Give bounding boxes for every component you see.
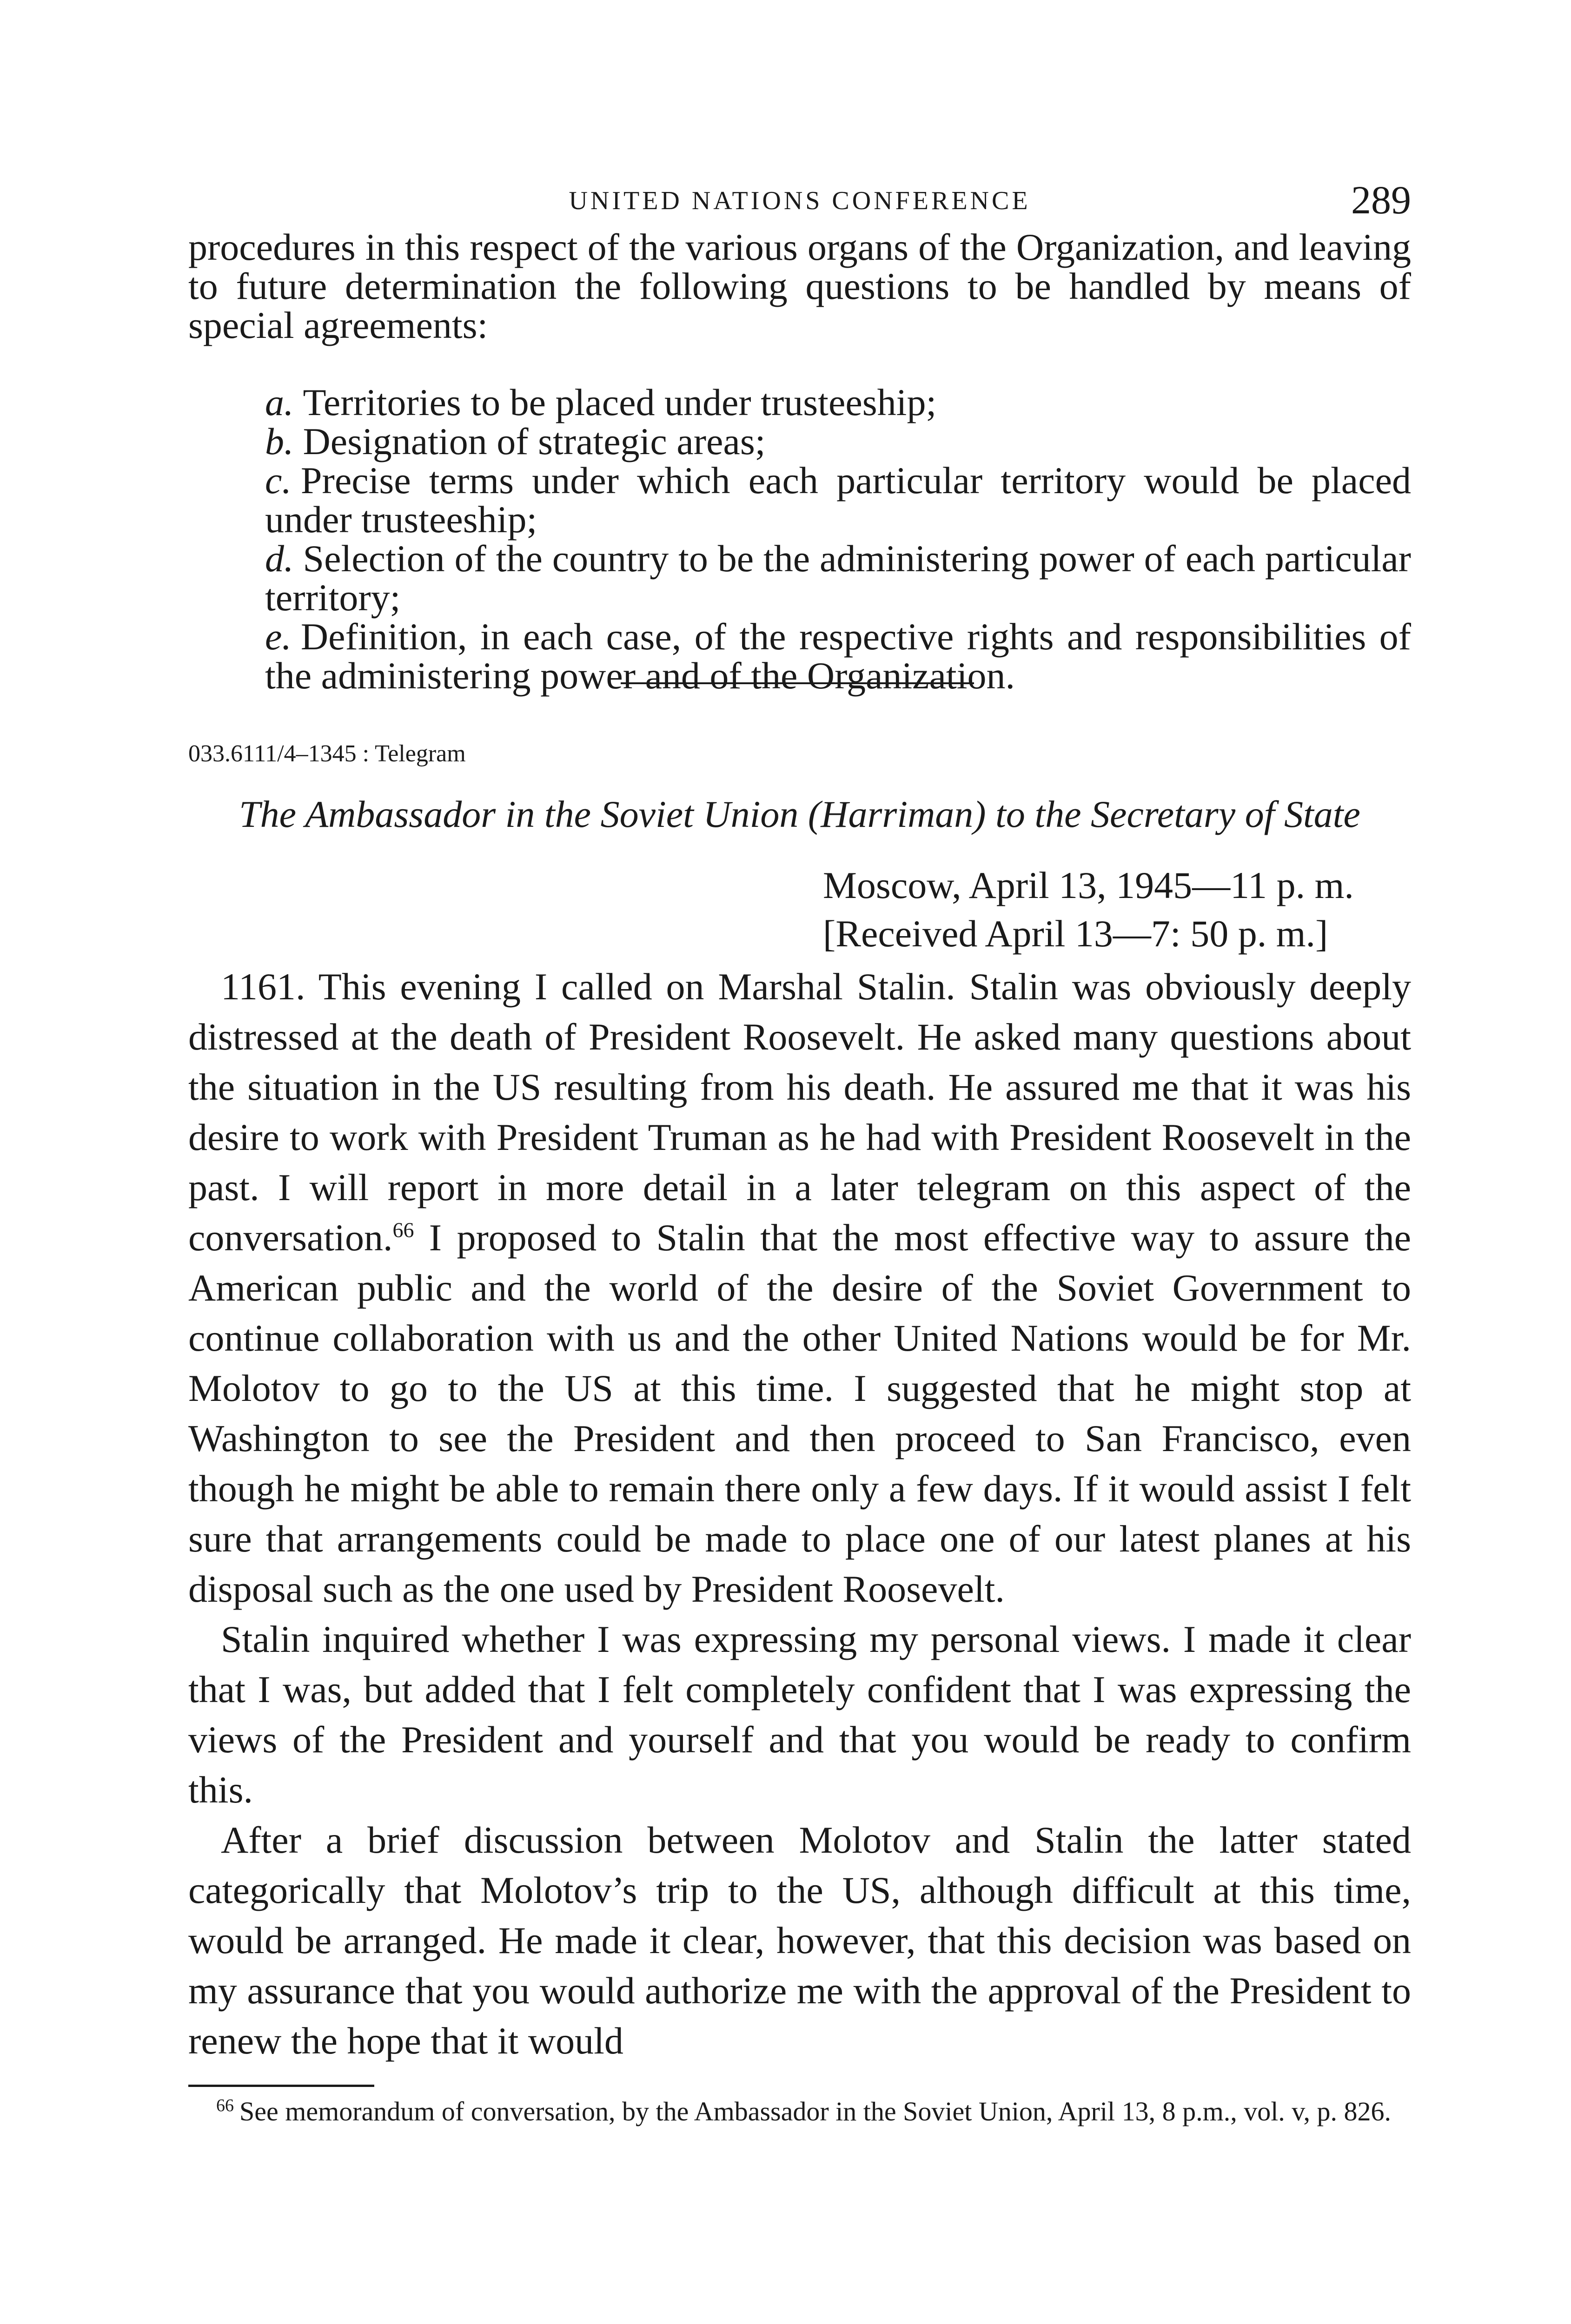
footnote-text: See memorandum of conversation, by the Ambassador in the Soviet Union, April 13, 8 p.m., vol. v, p. 826.: [239, 2096, 1392, 2126]
footnote-marker: 66: [216, 2095, 234, 2115]
body-paragraph-1: [188, 962, 1411, 1614]
list-item-text: Precise terms under which each particular territory would be placed under trusteeship;: [265, 459, 1411, 541]
list-item-letter: d.: [265, 537, 294, 580]
list-item-letter: c.: [265, 459, 292, 502]
page-header: [188, 167, 1411, 223]
list-item-text: Selection of the country to be the administering power of each particular territory;: [265, 537, 1411, 619]
list-item-letter: e.: [265, 615, 292, 658]
running-title: UNITED NATIONS CONFERENCE: [569, 186, 1031, 215]
dateline: Moscow, April 13, 1945—11 p. m.: [823, 864, 1354, 906]
paragraph-text: I proposed to Stalin that the most effective way to assure the American public and the world of the desire of the Soviet Government to continue collaboration with us and the other United Nations would be for Mr. Molotov to go to the US at this time. I suggested that he might stop at Washington to see the President and then proceed to San Francisco, even though he might be able to remain there only a few days. If it would assist I felt sure that arrangements could be made to place one of our latest planes at his disposal such as the one used by President Roosevelt.: [188, 1216, 1411, 1610]
list-item: [265, 422, 1411, 461]
page-number: 289: [1351, 178, 1411, 222]
body-paragraph-2: Stalin inquired whether I was expressing my personal views. I made it clear that I was, but added that I felt completely confident that I was expressing the views of the President and yourself and that you would be ready to confirm this.: [188, 1618, 1411, 1811]
paragraph-text: 1161. This evening I called on Marshal Stalin. Stalin was obviously deeply distressed at the death of President Roosevelt. He asked many questions about the situation in the US resulting from his death. He assured me that it was his desire to work with President Truman as he had with President Roosevelt in the past. I will report in more detail in a later telegram on this aspect of the conversation.: [188, 965, 1411, 1259]
footnote: [188, 2096, 1411, 2127]
list-item-letter: a.: [265, 381, 294, 423]
intro-paragraph: procedures in this respect of the various organs of the Organization, and leaving to future determination the following questions to be handled by means of special agreements:: [188, 226, 1411, 346]
list-item: [265, 617, 1411, 695]
list-item-text: Territories to be placed under trusteeship;: [303, 381, 937, 423]
file-reference: 033.6111/4–1345 : Telegram: [188, 740, 466, 767]
list-item: [265, 383, 1411, 422]
document-page: [188, 167, 1411, 2154]
list-item-letter: b.: [265, 420, 294, 462]
received-line: [Received April 13—7: 50 p. m.]: [823, 912, 1328, 955]
footnote-divider: [188, 2085, 374, 2087]
document-title: The Ambassador in the Soviet Union (Harriman) to the Secretary of State: [239, 793, 1360, 835]
body-paragraph-3: After a brief discussion between Molotov and Stalin the latter stated categorically that Molotov’s trip to the US, although difficult at this time, would be arranged. He made it clear, however, that this decision was based on my assurance that you would authorize me with the approval of the President to renew the hope that it would: [188, 1819, 1411, 2062]
footnote-reference[interactable]: 66: [392, 1218, 414, 1242]
list-item-text: Designation of strategic areas;: [303, 420, 766, 462]
dateline-block: [188, 861, 1411, 958]
list-item-text: Definition, in each case, of the respective rights and responsibilities of the administering power and of the Organization.: [265, 615, 1411, 697]
list-item: [265, 461, 1411, 539]
agreement-questions-list: [265, 383, 1411, 695]
list-item: [265, 539, 1411, 617]
